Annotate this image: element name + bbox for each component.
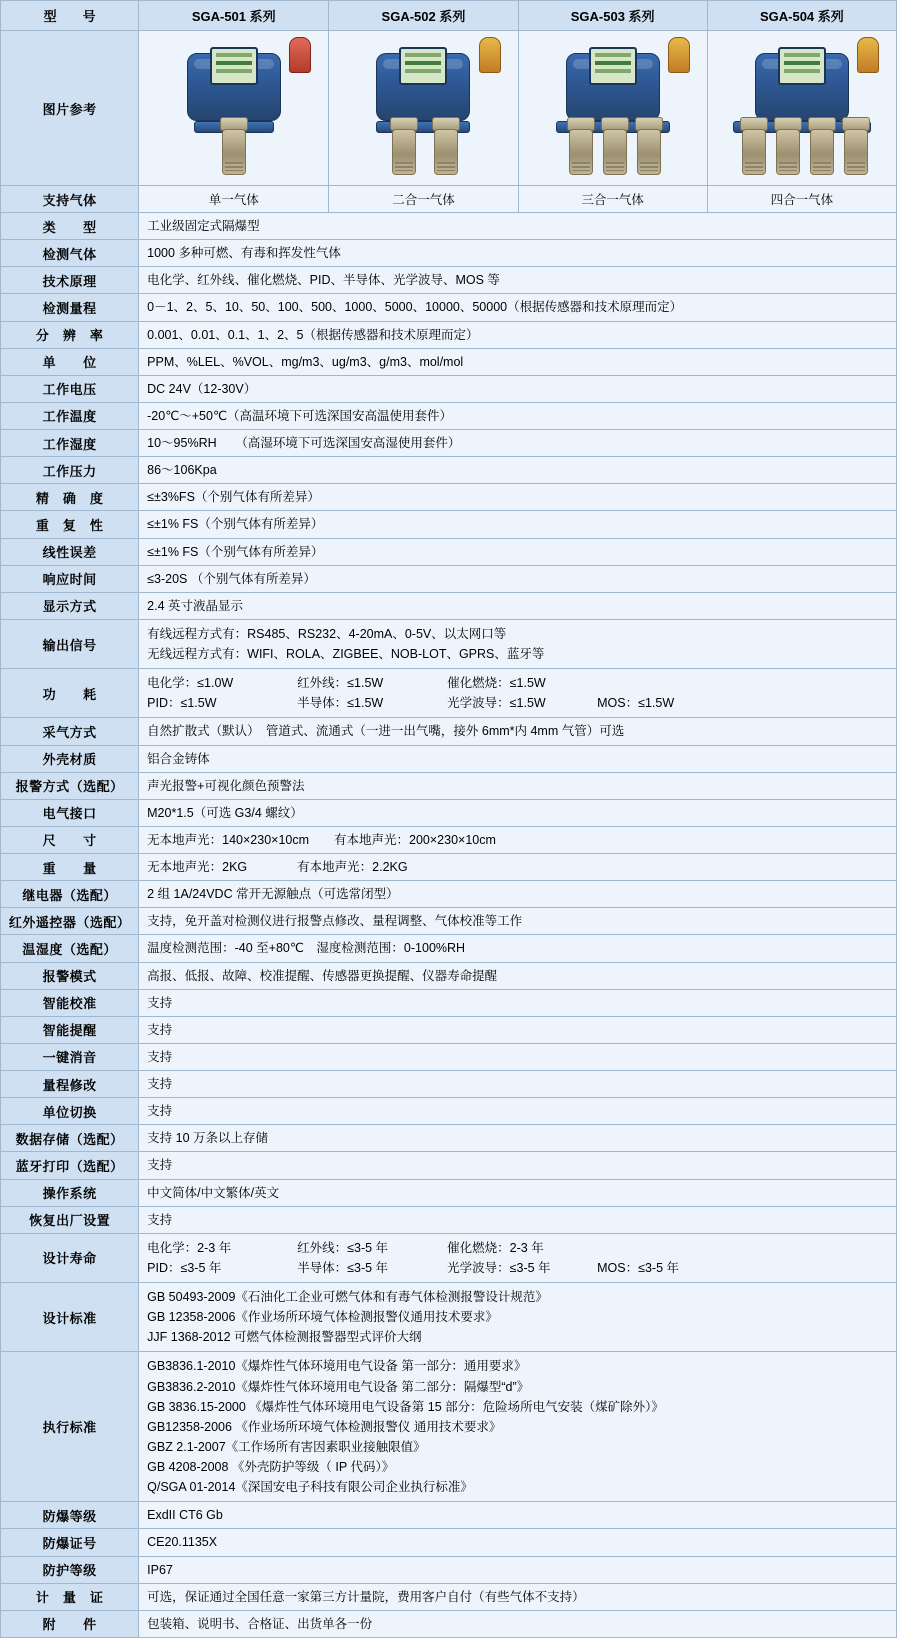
supported-gas-502: 二合一气体 (329, 186, 518, 213)
row-value: 1000 多种可燃、有毒和挥发性气体 (139, 240, 897, 267)
table-row (1, 213, 897, 240)
row-label: 附 件 (1, 1610, 139, 1637)
life-item-name: PID： (147, 1260, 181, 1275)
table-row (1, 402, 897, 429)
life-item-value: 2-3 年 (197, 1240, 232, 1255)
row-label: 红外遥控器（选配） (1, 908, 139, 935)
row-label: 一键消音 (1, 1043, 139, 1070)
row-label: 继电器（选配） (1, 881, 139, 908)
life-item-value: ≤3-5 年 (347, 1240, 389, 1255)
standard-item: GB 4208-2008 《外壳防护等级（ IP 代码）》 (147, 1460, 395, 1474)
row-value: 声光报警+可视化颜色预警法 (139, 772, 897, 799)
row-value: ≤±1% FS（个别气体有所差异） (139, 511, 897, 538)
table-row-power (1, 669, 897, 718)
output-signal-value (139, 619, 897, 668)
table-row (1, 1043, 897, 1070)
row-value: CE20.1135X (139, 1529, 897, 1556)
exec-standard-label: 执行标准 (1, 1352, 139, 1502)
power-item-value: ≤1.5W (509, 676, 546, 691)
table-row (1, 908, 897, 935)
power-item-value: ≤1.5W (638, 696, 675, 711)
life-item-value: 2-3 年 (509, 1240, 544, 1255)
standard-item: GB3836.1-2010《爆炸性气体环境用电气设备 第一部分：通用要求》 (147, 1359, 527, 1374)
life-line-1 (147, 1238, 888, 1258)
life-item-name: 催化燃烧： (447, 1240, 510, 1255)
row-label: 技术原理 (1, 267, 139, 294)
supported-gas-504: 四合一气体 (707, 186, 896, 213)
table-row (1, 592, 897, 619)
row-label: 类 型 (1, 213, 139, 240)
row-label: 重 复 性 (1, 511, 139, 538)
row-label: 检测气体 (1, 240, 139, 267)
standard-item: GB 50493-2009《石油化工企业可燃气体和有毒气体检测报警设计规范》 (147, 1290, 548, 1304)
row-value: 0.001、0.01、0.1、1、2、5（根据传感器和技术原理而定） (139, 321, 897, 348)
row-value: 2.4 英寸液晶显示 (139, 592, 897, 619)
row-label: 工作湿度 (1, 430, 139, 457)
table-row (1, 1583, 897, 1610)
row-value: 可选，保证通过全国任意一家第三方计量院，费用客户自付（有些气体不支持） (139, 1583, 897, 1610)
row-label: 尺 寸 (1, 826, 139, 853)
design-standard-value (139, 1283, 897, 1352)
design-standard-label: 设计标准 (1, 1283, 139, 1352)
table-row (1, 745, 897, 772)
row-value: ExdII CT6 Gb (139, 1502, 897, 1529)
row-value: 支持 (139, 1152, 897, 1179)
power-item-value: ≤1.5W (509, 696, 546, 711)
table-row (1, 1610, 897, 1637)
row-label: 检测量程 (1, 294, 139, 321)
life-item-name: 光学波导： (447, 1260, 510, 1275)
table-row (1, 1125, 897, 1152)
life-item-name: 红外线： (297, 1240, 348, 1255)
table-row (1, 294, 897, 321)
row-label: 操作系统 (1, 1179, 139, 1206)
table-row (1, 826, 897, 853)
standard-item: GB12358-2006 《作业场所环境气体检测报警仪 通用技术要求》 (147, 1419, 502, 1434)
row-label: 工作压力 (1, 457, 139, 484)
model-503: SGA-503 系列 (518, 1, 707, 31)
row-label: 分 辨 率 (1, 321, 139, 348)
row-value: -20℃～+50℃（高温环境下可选深国安高温使用套件） (139, 402, 897, 429)
power-item-name: PID： (147, 696, 181, 711)
table-row-design-life (1, 1233, 897, 1282)
table-row (1, 1556, 897, 1583)
row-label: 数据存储（选配） (1, 1125, 139, 1152)
standard-item: GB 3836.15-2000 《爆炸性气体环境用电气设备第 15 部分：危险场所电气安装（煤矿除外）》 (147, 1399, 664, 1414)
standard-item: GBZ 2.1-2007《工作场所有害因素职业接触限值》 (147, 1439, 426, 1454)
model-label: 型 号 (1, 1, 139, 31)
power-item-name: 红外线： (297, 676, 348, 691)
row-label: 智能提醒 (1, 1016, 139, 1043)
row-value: 支持 (139, 1071, 897, 1098)
power-item-value: ≤1.0W (197, 676, 234, 691)
table-row (1, 1152, 897, 1179)
row-value: ≤3-20S （个别气体有所差异） (139, 565, 897, 592)
model-502: SGA-502 系列 (329, 1, 518, 31)
table-row-output-signal (1, 619, 897, 668)
row-value: 自然扩散式（默认） 管道式、流通式（一进一出气嘴，接外 6mm*内 4mm 气管）可选 (139, 718, 897, 745)
life-line-2 (147, 1258, 888, 1278)
design-life-label: 设计寿命 (1, 1233, 139, 1282)
power-line-2 (147, 693, 888, 713)
product-image-504 (707, 31, 896, 186)
table-row (1, 565, 897, 592)
table-row (1, 511, 897, 538)
row-value: 支持 (139, 1016, 897, 1043)
model-504: SGA-504 系列 (707, 1, 896, 31)
row-value: DC 24V（12-30V） (139, 375, 897, 402)
table-row (1, 772, 897, 799)
standard-item: JJF 1368-2012 可燃气体检测报警器型式评价大纲 (147, 1330, 422, 1345)
model-501: SGA-501 系列 (139, 1, 329, 31)
row-value: 中文简体/中文繁体/英文 (139, 1179, 897, 1206)
power-item-name: 催化燃烧： (447, 676, 510, 691)
table-row-picture (1, 31, 897, 186)
row-label: 报警模式 (1, 962, 139, 989)
power-item-name: MOS： (597, 696, 639, 711)
row-value: ≤±1% FS（个别气体有所差异） (139, 538, 897, 565)
row-label: 恢复出厂设置 (1, 1206, 139, 1233)
table-row (1, 321, 897, 348)
output-wired: 有线远程方式有：RS485、RS232、4-20mA、0-5V、以太网口等 (147, 626, 507, 641)
row-value: 工业级固定式隔爆型 (139, 213, 897, 240)
table-row (1, 989, 897, 1016)
row-label: 单 位 (1, 348, 139, 375)
table-row (1, 430, 897, 457)
product-image-503 (518, 31, 707, 186)
table-row-model-header (1, 1, 897, 31)
row-label: 线性误差 (1, 538, 139, 565)
table-row (1, 1016, 897, 1043)
product-image-502 (329, 31, 518, 186)
table-row (1, 1098, 897, 1125)
row-value: 支持 (139, 989, 897, 1016)
row-label: 显示方式 (1, 592, 139, 619)
power-item-name: 电化学： (147, 676, 198, 691)
supported-gas-label: 支持气体 (1, 186, 139, 213)
row-label: 工作温度 (1, 402, 139, 429)
power-label: 功 耗 (1, 669, 139, 718)
row-label: 报警方式（选配） (1, 772, 139, 799)
table-row (1, 348, 897, 375)
row-label: 重 量 (1, 854, 139, 881)
row-label: 外壳材质 (1, 745, 139, 772)
table-row (1, 457, 897, 484)
row-value: 高报、低报、故障、校准提醒、传感器更换提醒、仪器寿命提醒 (139, 962, 897, 989)
life-item-value: ≤3-5 年 (638, 1260, 680, 1275)
row-label: 蓝牙打印（选配） (1, 1152, 139, 1179)
row-value: 无本地声光：140×230×10cm 有本地声光：200×230×10cm (139, 826, 897, 853)
product-image-501 (139, 31, 329, 186)
row-value: 温度检测范围：-40 至+80℃ 湿度检测范围：0-100%RH (139, 935, 897, 962)
row-value: 支持 10 万条以上存储 (139, 1125, 897, 1152)
supported-gas-503: 三合一气体 (518, 186, 707, 213)
power-item-name: 半导体： (297, 696, 348, 711)
row-value: ≤±3%FS（个别气体有所差异） (139, 484, 897, 511)
row-label: 温湿度（选配） (1, 935, 139, 962)
table-row (1, 267, 897, 294)
row-label: 工作电压 (1, 375, 139, 402)
row-label: 防爆证号 (1, 1529, 139, 1556)
row-value: 支持 (139, 1206, 897, 1233)
row-value: 86～106Kpa (139, 457, 897, 484)
row-value: 支持，免开盖对检测仪进行报警点修改、量程调整、气体校准等工作 (139, 908, 897, 935)
table-row (1, 1502, 897, 1529)
table-row-design-standard (1, 1283, 897, 1352)
row-label: 电气接口 (1, 799, 139, 826)
table-row (1, 538, 897, 565)
life-item-name: 电化学： (147, 1240, 198, 1255)
row-value: 0－1、2、5、10、50、100、500、1000、5000、10000、50000（根据传感器和技术原理而定） (139, 294, 897, 321)
row-value: 2 组 1A/24VDC 常开无源触点（可选常闭型） (139, 881, 897, 908)
standard-item: GB 12358-2006《作业场所环境气体检测报警仪通用技术要求》 (147, 1310, 498, 1325)
table-row (1, 1529, 897, 1556)
table-row (1, 1179, 897, 1206)
power-item-value: ≤1.5W (347, 696, 384, 711)
life-item-name: MOS： (597, 1260, 639, 1275)
row-label: 计 量 证 (1, 1583, 139, 1610)
power-item-value: ≤1.5W (347, 676, 384, 691)
power-item-name: 光学波导： (447, 696, 510, 711)
row-label: 防爆等级 (1, 1502, 139, 1529)
table-row (1, 240, 897, 267)
row-value: PPM、%LEL、%VOL、mg/m3、ug/m3、g/m3、mol/mol (139, 348, 897, 375)
row-label: 量程修改 (1, 1071, 139, 1098)
table-row-supported-gas (1, 186, 897, 213)
life-item-value: ≤3-5 年 (180, 1260, 222, 1275)
row-value: 铝合金铸体 (139, 745, 897, 772)
table-row (1, 962, 897, 989)
row-value: 支持 (139, 1043, 897, 1070)
table-row (1, 1206, 897, 1233)
row-label: 采气方式 (1, 718, 139, 745)
standard-item: Q/SGA 01-2014《深国安电子科技有限公司企业执行标准》 (147, 1480, 473, 1495)
table-row-exec-standard (1, 1352, 897, 1502)
row-label: 响应时间 (1, 565, 139, 592)
design-life-value (139, 1233, 897, 1282)
supported-gas-501: 单一气体 (139, 186, 329, 213)
table-row (1, 935, 897, 962)
table-row (1, 854, 897, 881)
table-row (1, 375, 897, 402)
row-value: 10～95%RH （高湿环境下可选深国安高湿使用套件） (139, 430, 897, 457)
row-value: 无本地声光：2KG 有本地声光：2.2KG (139, 854, 897, 881)
output-wireless: 无线远程方式有：WIFI、ROLA、ZIGBEE、NOB-LOT、GPRS、蓝牙等 (147, 647, 545, 661)
row-label: 精 确 度 (1, 484, 139, 511)
row-label: 智能校准 (1, 989, 139, 1016)
table-row (1, 799, 897, 826)
life-item-value: ≤3-5 年 (509, 1260, 551, 1275)
row-label: 单位切换 (1, 1098, 139, 1125)
life-item-value: ≤3-5 年 (347, 1260, 389, 1275)
picture-label: 图片参考 (1, 31, 139, 186)
exec-standard-value (139, 1352, 897, 1502)
table-row (1, 881, 897, 908)
row-value: 电化学、红外线、催化燃烧、PID、半导体、光学波导、MOS 等 (139, 267, 897, 294)
table-row (1, 718, 897, 745)
row-value: IP67 (139, 1556, 897, 1583)
life-item-name: 半导体： (297, 1260, 348, 1275)
table-row (1, 1071, 897, 1098)
standard-item: GB3836.2-2010《爆炸性气体环境用电气设备 第二部分：隔爆型“d”》 (147, 1379, 530, 1394)
row-value: M20*1.5（可选 G3/4 螺纹） (139, 799, 897, 826)
power-item-value: ≤1.5W (180, 696, 217, 711)
power-value (139, 669, 897, 718)
row-value: 支持 (139, 1098, 897, 1125)
power-line-1 (147, 673, 888, 693)
output-signal-label: 输出信号 (1, 619, 139, 668)
row-value: 包装箱、说明书、合格证、出货单各一份 (139, 1610, 897, 1637)
row-label: 防护等级 (1, 1556, 139, 1583)
table-row (1, 484, 897, 511)
